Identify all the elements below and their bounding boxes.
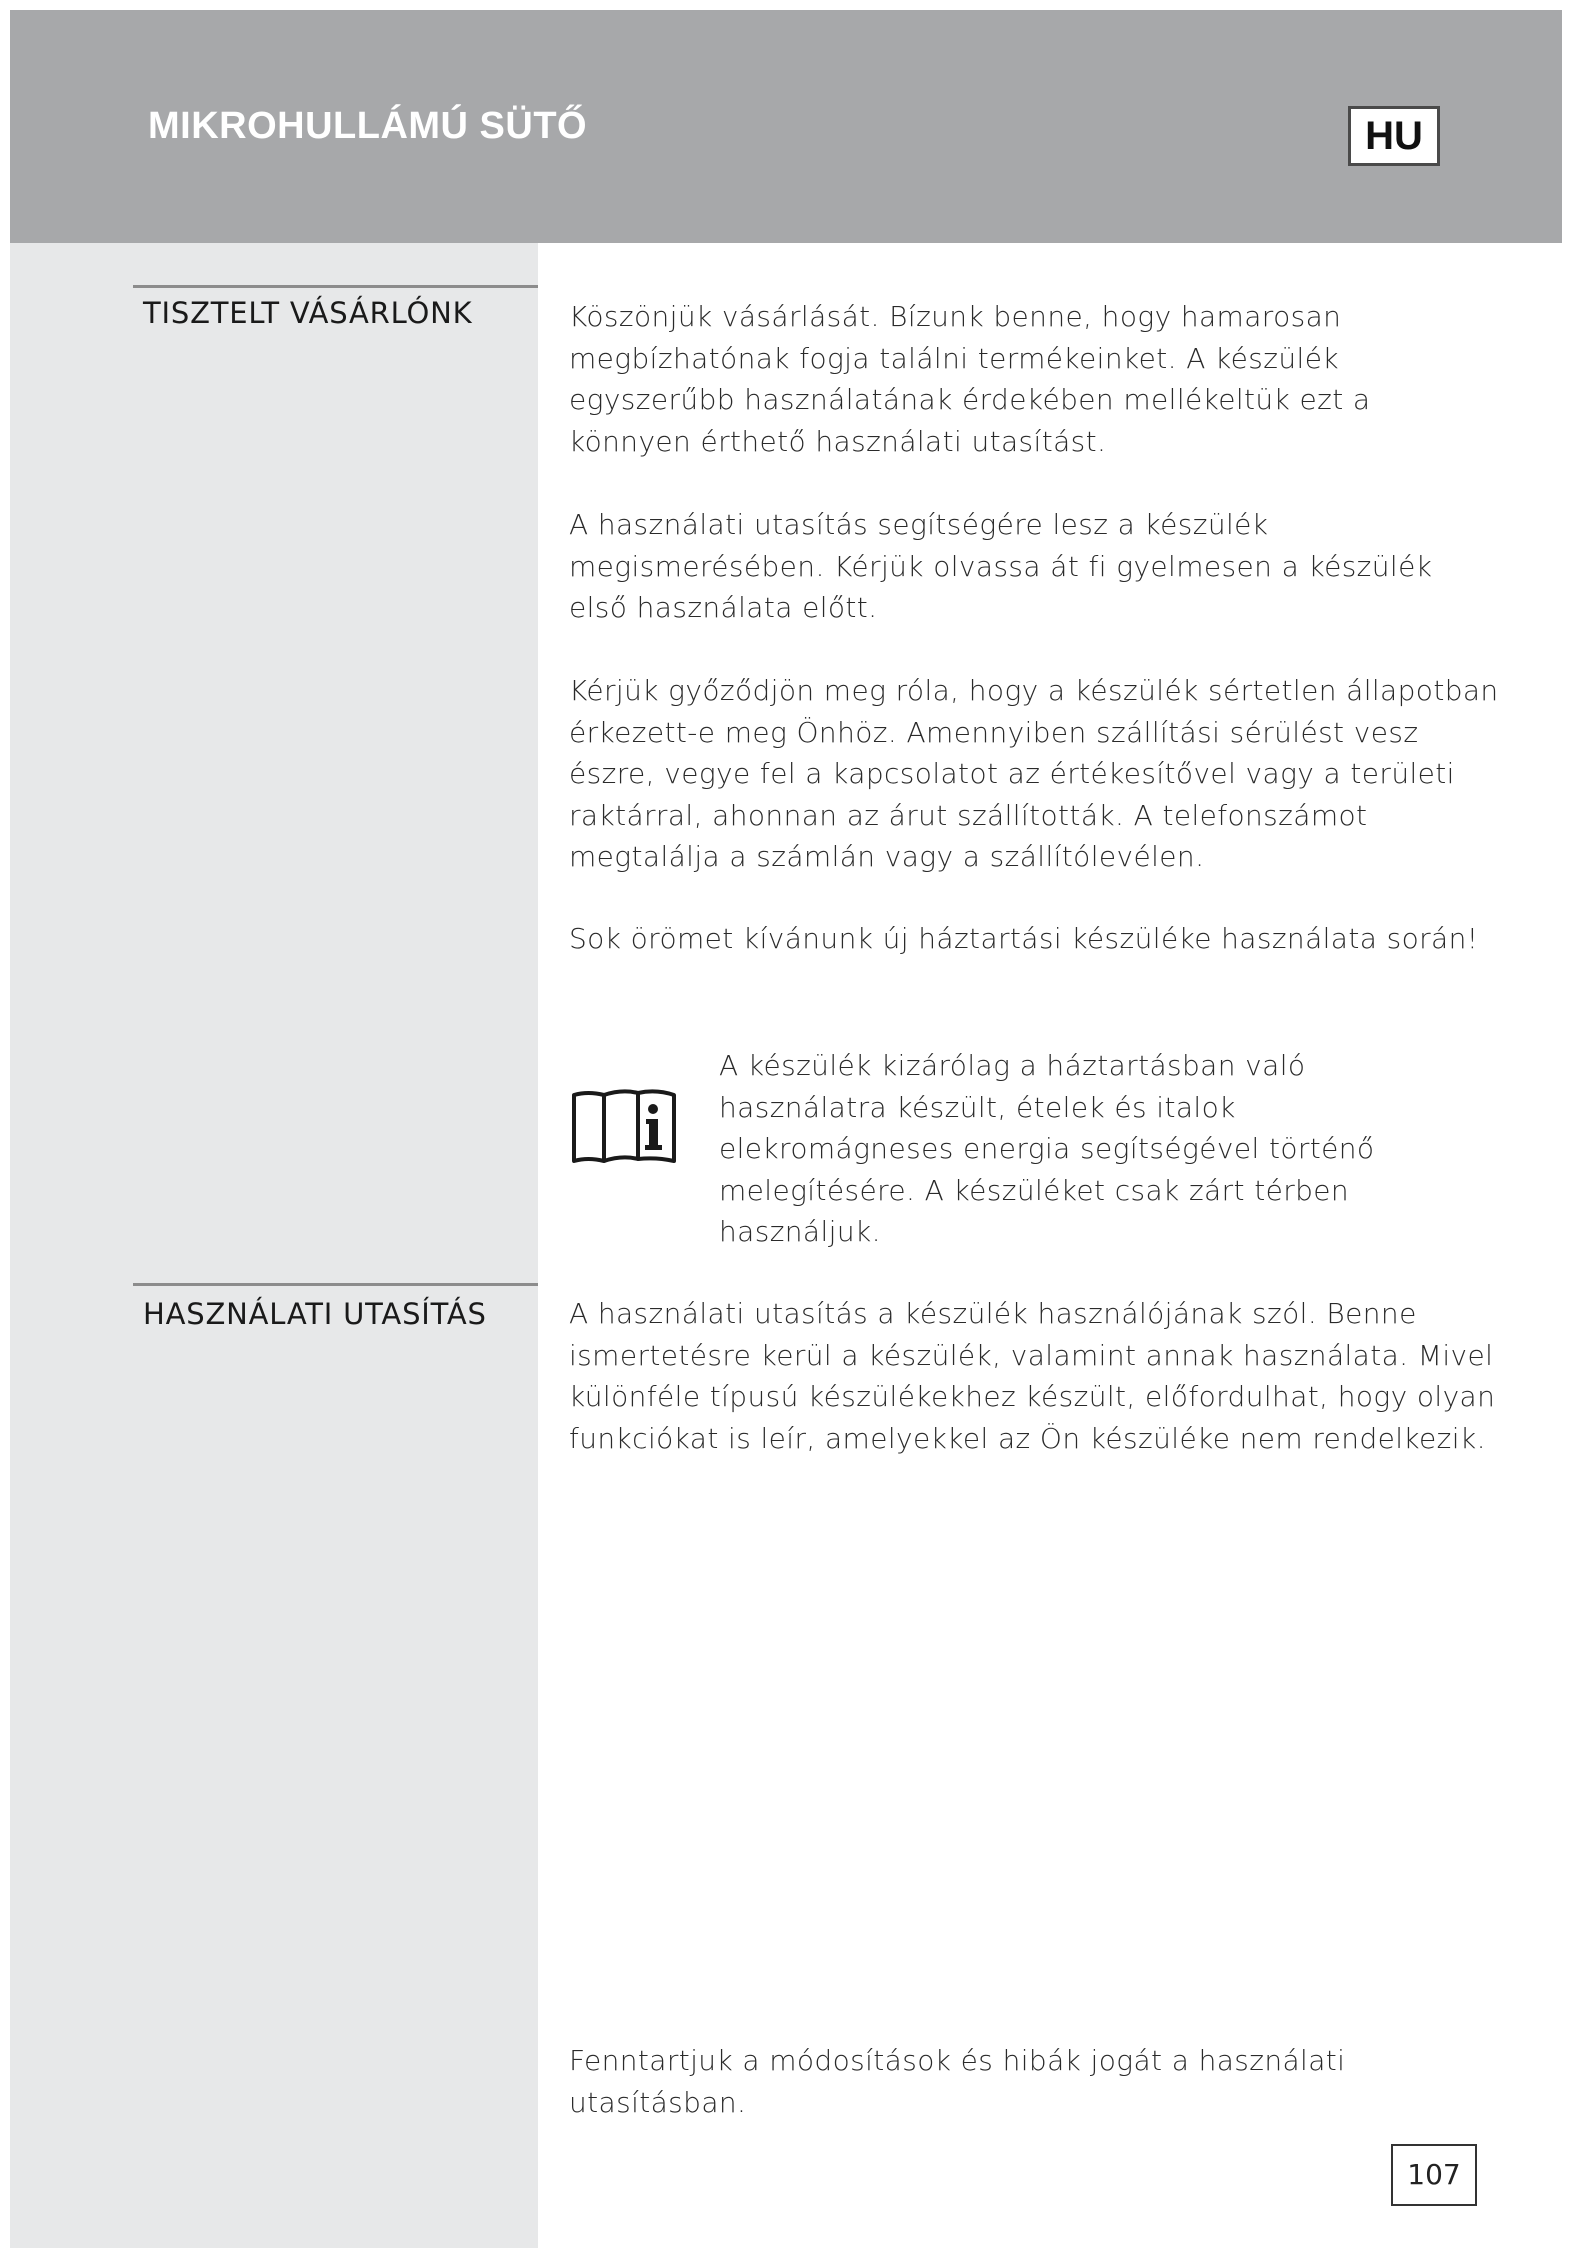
disclaimer-text: Fenntartjuk a módosítások és hibák jogát a használati utasításban. (569, 2044, 1346, 2119)
section-heading-instructions: HASZNÁLATI UTASÍTÁS (143, 1297, 487, 1331)
section-divider (133, 1283, 538, 1286)
section-heading-dear-customer: TISZTELT VÁSÁRLÓNK (143, 296, 473, 330)
paragraph: A használati utasítás segítségére lesz a készülék megismerésében. Kérjük olvassa át fi gyelmesen a készülék első használata előtt. (569, 508, 1433, 624)
paragraph: A használati utasítás a készülék használójának szól. Benne ismertetésre kerül a készülék, valamint annak használata. Mivel különféle típusú készülékekhez készült, előfordulhat, hogy olyan funkciókat is leír, amelyekkel az Ön készüléke nem rendelkezik. (569, 1297, 1496, 1455)
document-title: MIKROHULLÁMÚ SÜTŐ (148, 105, 588, 147)
note-text: A készülék kizárólag a háztartásban való használatra készült, ételek és italok elekromágneses energia segítségével történő melegítésére. A készüléket csak zárt térben használjuk. (719, 1049, 1375, 1248)
language-badge: HU (1348, 106, 1440, 166)
manual-info-icon (570, 1087, 678, 1169)
sidebar-panel (10, 243, 538, 2248)
paragraph: Köszönjük vásárlását. Bízunk benne, hogy hamarosan megbízhatónak fogja találni termékeinket. A készülék egyszerűbb használatának érdekében mellékeltük ezt a könnyen érthető használati utasítást. (569, 300, 1371, 458)
section-divider (133, 285, 538, 288)
paragraph: Sok örömet kívánunk új háztartási készüléke használata során! (569, 922, 1479, 955)
paragraph: Kérjük győződjön meg róla, hogy a készülék sértetlen állapotban érkezett-e meg Önhöz. Amennyiben szállítási sérülést vesz észre, vegye fel a kapcsolatot az értékesítővel vagy a területi raktárral, ahonnan az árut szállították. A telefonszámot megtalálja a számlán vagy a szállítólevélen. (569, 674, 1499, 873)
page-number: 107 (1391, 2144, 1477, 2206)
